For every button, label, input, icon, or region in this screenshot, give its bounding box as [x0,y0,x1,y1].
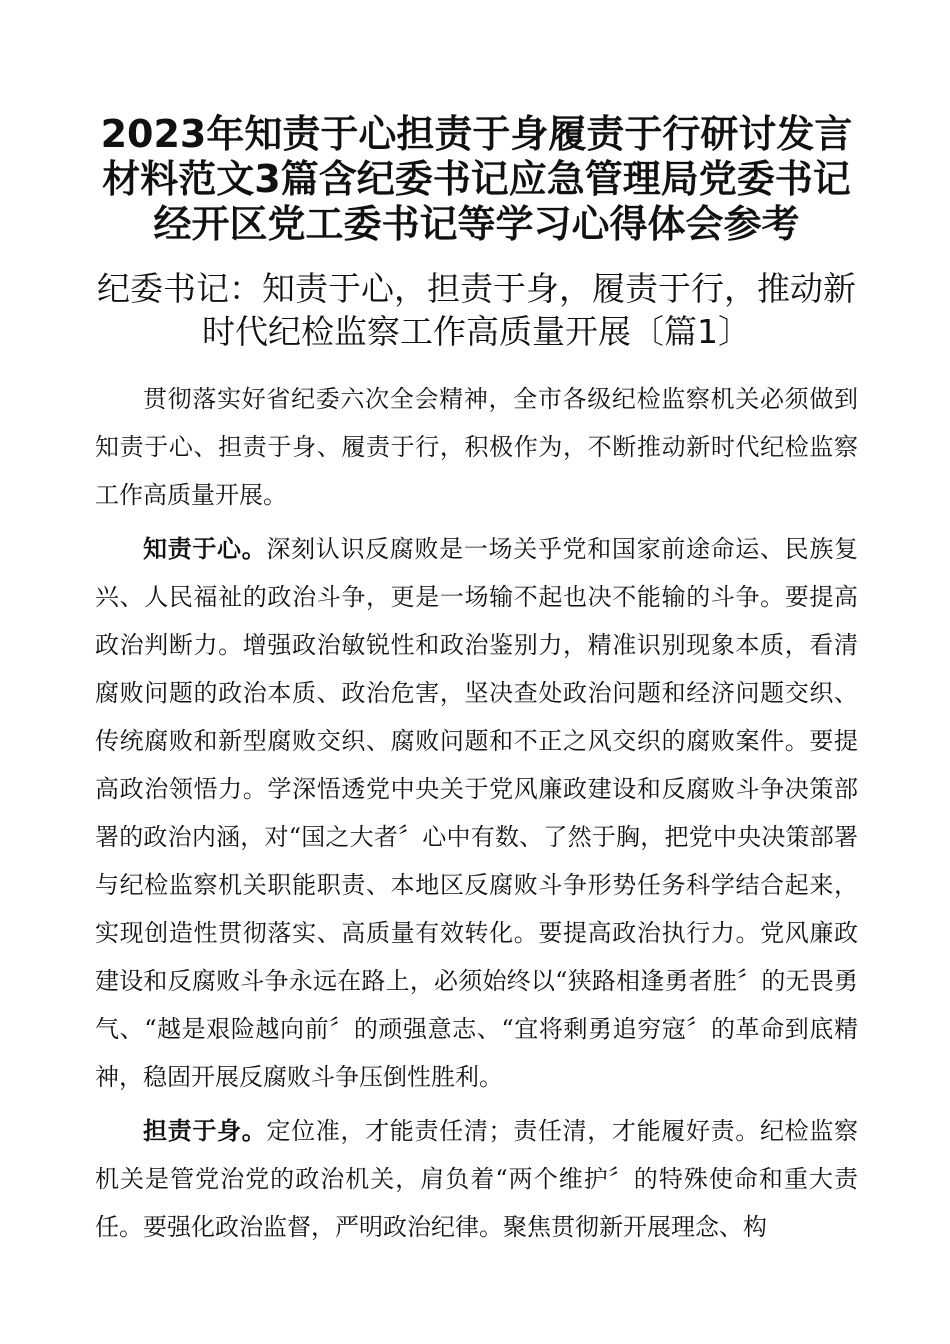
paragraph-text: 定位准，才能责任清；责任清，才能履好责。纪检监察机关是管党治党的政治机关，肩负着“两个维护〞的特殊使命和重大责任。要强化政治监督，严明政治纪律。聚焦贯彻新开展理念、构 [95,1117,859,1241]
paragraph-intro [95,375,858,519]
paragraph-danze [95,1107,858,1251]
paragraph-lead: 担责于身。 [143,1117,267,1145]
paragraph-text: 贯彻落实好省纪委六次全会精神，全市各级纪检监察机关必须做到知责于心、担责于身、履责于行，积极作为，不断推动新时代纪检监察工作高质量开展。 [95,385,858,509]
section-title: 纪委书记：知责于心，担责于身，履责于行，推动新时代纪检监察工作高质量开展〔篇1〕 [97,269,856,351]
paragraph-zhize [95,525,858,1101]
document-title: 2023年知责于心担责于身履责于行研讨发言材料范文3篇含纪委书记应急管理局党委书记经开区党工委书记等学习心得体会参考 [100,112,853,246]
paragraph-lead: 知责于心。 [143,535,267,563]
paragraph-text: 深刻认识反腐败是一场关乎党和国家前途命运、民族复兴、人民福祉的政治斗争，更是一场输不起也决不能输的斗争。要提高政治判断力。增强政治敏锐性和政治鉴别力，精准识别现象本质，看清腐败问题的政治本质、政治危害，坚决查处政治问题和经济问题交织、传统腐败和新型腐败交织、腐败问题和不正之风交织的腐败案件。要提高政治领悟力。学深悟透党中央关于党风廉政建设和反腐败斗争决策部署的政治内涵，对“国之大者〞心中有数、了然于胸，把党中央决策部署与纪检监察机关职能职责、本地区反腐败斗争形势任务科学结合起来，实现创造性贯彻落实、高质量有效转化。要提高政治执行力。党风廉政建设和反腐败斗争永远在路上，必须始终以“狭路相逢勇者胜〞的无畏勇气、“越是艰险越向前〞的顽强意志、“宜将剩勇追穷寇〞的革命到底精神，稳固开展反腐败斗争压倒性胜利。 [95,535,859,1091]
document-body [95,375,858,1251]
